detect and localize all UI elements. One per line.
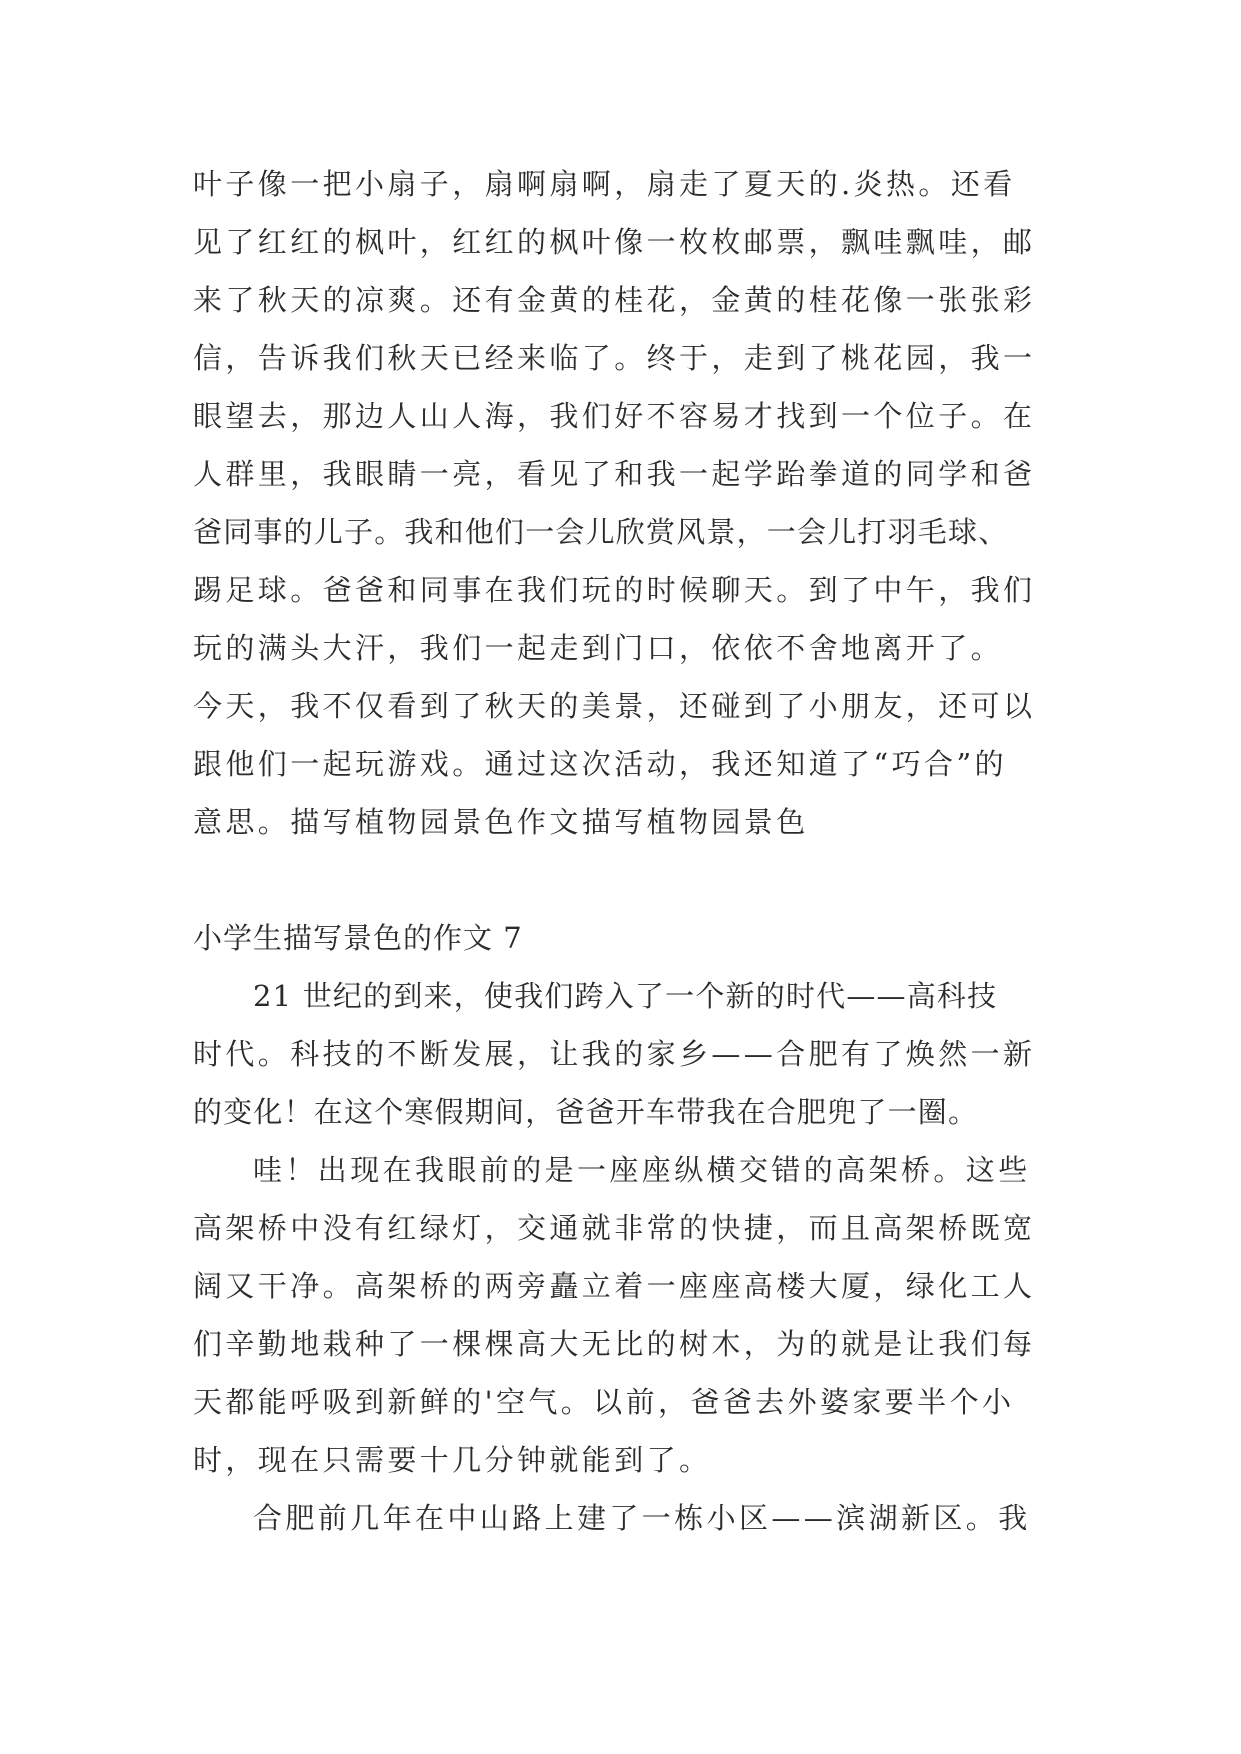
paragraph-line: 人群里，我眼睛一亮，看见了和我一起学跆拳道的同学和爸 xyxy=(193,457,1036,491)
paragraph-line: 叶子像一把小扇子，扇啊扇啊，扇走了夏天的.炎热。还看 xyxy=(193,167,1016,201)
paragraph-line: 跟他们一起玩游戏。通过这次活动，我还知道了“巧合”的 xyxy=(193,747,1008,781)
paragraph-line: 合肥前几年在中山路上建了一栋小区——滨湖新区。我 xyxy=(253,1501,1031,1535)
paragraph-line: 时代。科技的不断发展，让我的家乡——合肥有了焕然一新 xyxy=(193,1037,1036,1071)
paragraph-line: 信，告诉我们秋天已经来临了。终于，走到了桃花园，我一 xyxy=(193,341,1036,375)
paragraph-line: 哇！出现在我眼前的是一座座纵横交错的高架桥。这些 xyxy=(253,1153,1031,1187)
section-heading: 小学生描写景色的作文 7 xyxy=(193,921,523,955)
paragraph-line: 天都能呼吸到新鲜的'空气。以前，爸爸去外婆家要半个小 xyxy=(193,1385,1015,1419)
paragraph-line: 见了红红的枫叶，红红的枫叶像一枚枚邮票，飘哇飘哇，邮 xyxy=(193,225,1036,259)
paragraph-line: 们辛勤地栽种了一棵棵高大无比的树木，为的就是让我们每 xyxy=(193,1327,1036,1361)
paragraph-line: 今天，我不仅看到了秋天的美景，还碰到了小朋友，还可以 xyxy=(193,689,1036,723)
paragraph-line: 爸同事的儿子。我和他们一会儿欣赏风景，一会儿打羽毛球、 xyxy=(193,515,1009,549)
paragraph-line: 来了秋天的凉爽。还有金黄的桂花，金黄的桂花像一张张彩 xyxy=(193,283,1036,317)
paragraph-line: 高架桥中没有红绿灯，交通就非常的快捷，而且高架桥既宽 xyxy=(193,1211,1036,1245)
paragraph-line: 的变化！在这个寒假期间，爸爸开车带我在合肥兜了一圈。 xyxy=(193,1095,979,1129)
paragraph-line: 21 世纪的到来，使我们跨入了一个新的时代——高科技 xyxy=(253,979,998,1013)
paragraph-line: 时，现在只需要十几分钟就能到了。 xyxy=(193,1443,712,1477)
paragraph-line: 阔又干净。高架桥的两旁矗立着一座座高楼大厦，绿化工人 xyxy=(193,1269,1036,1303)
paragraph-line: 踢足球。爸爸和同事在我们玩的时候聊天。到了中午，我们 xyxy=(193,573,1036,607)
paragraph-line: 意思。描写植物园景色作文描写植物园景色 xyxy=(193,805,809,839)
paragraph-line: 玩的满头大汗，我们一起走到门口，依依不舍地离开了。 xyxy=(193,631,1004,665)
paragraph-line: 眼望去，那边人山人海，我们好不容易才找到一个位子。在 xyxy=(193,399,1036,433)
